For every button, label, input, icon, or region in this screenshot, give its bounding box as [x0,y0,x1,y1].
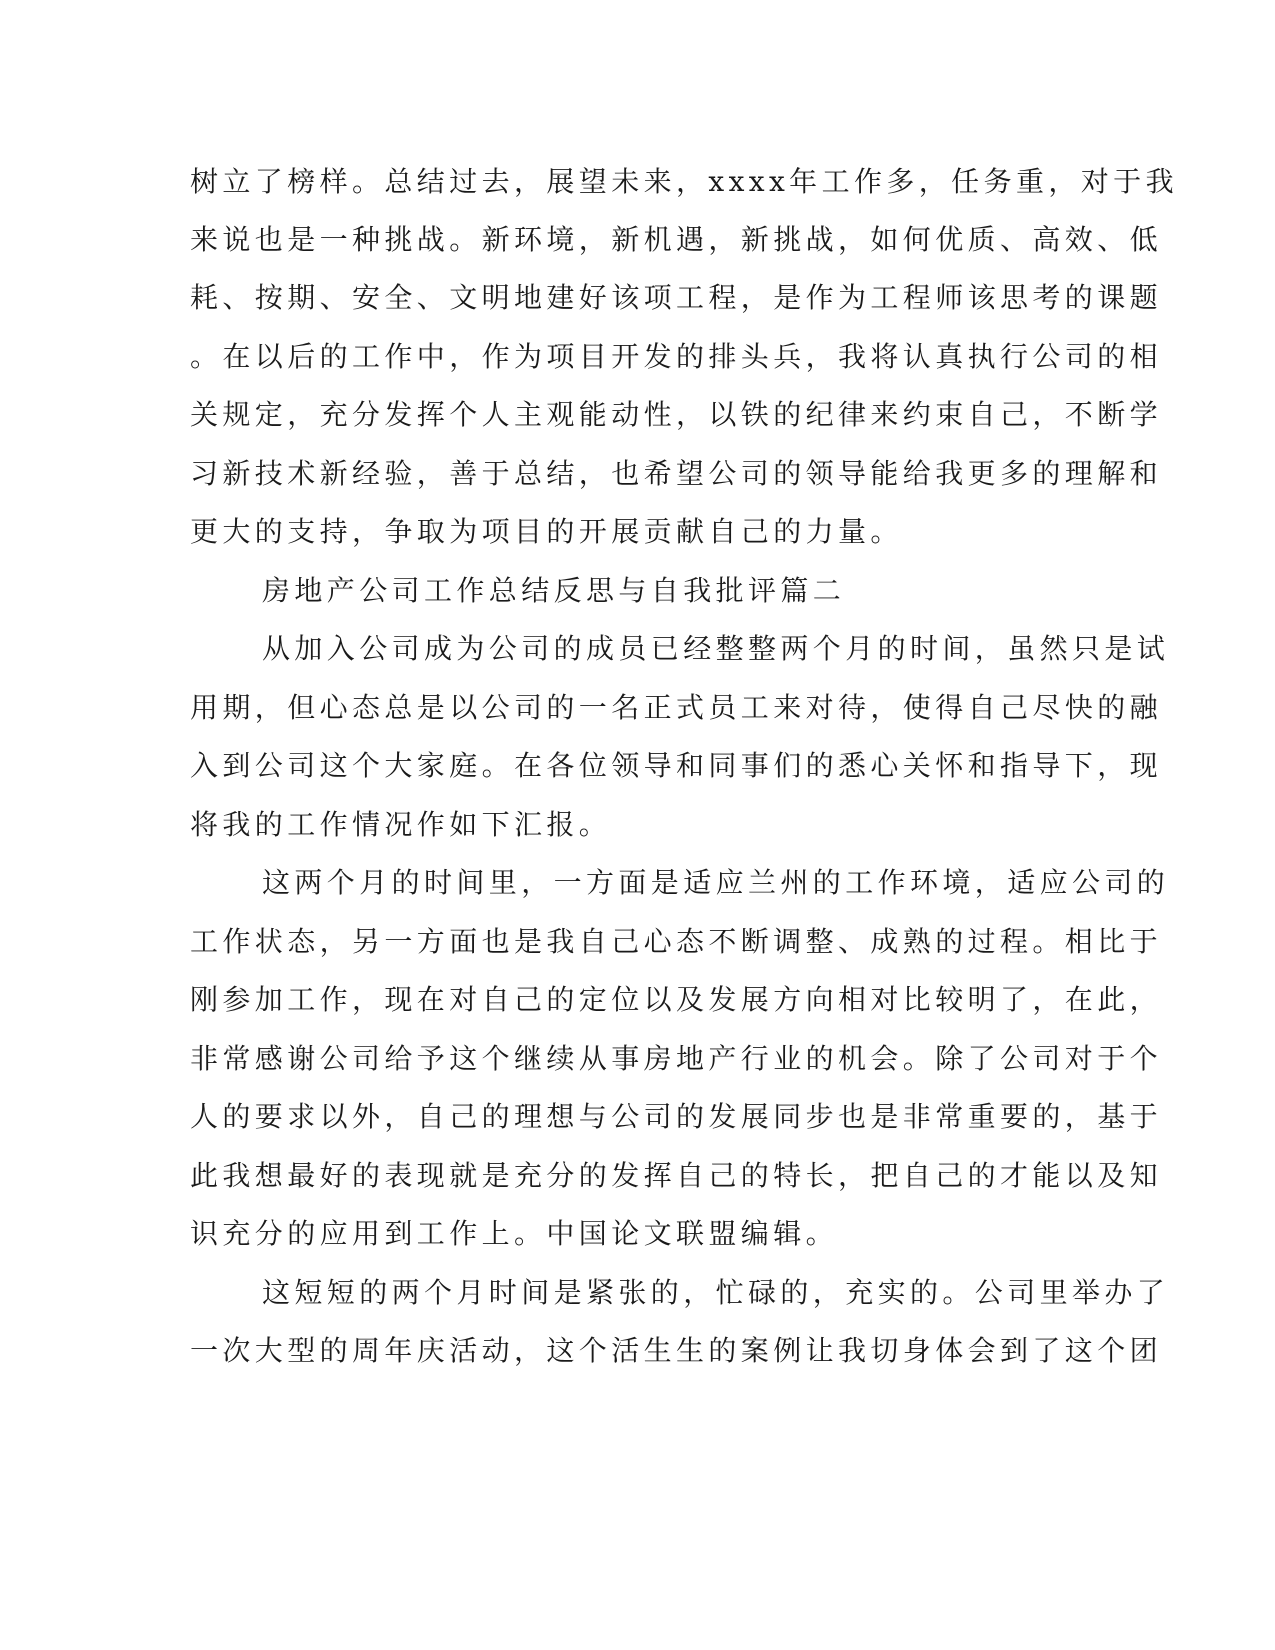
text-line: 将我的工作情况作如下汇报。 [190,808,612,841]
text-line: 习新技术新经验，善于总结，也希望公司的领导能给我更多的理解和 [190,457,1163,490]
text-line: 非常感谢公司给予这个继续从事房地产行业的机会。除了公司对于个 [190,1042,1163,1075]
text-line: 用期，但心态总是以公司的一名正式员工来对待，使得自己尽快的融 [190,691,1163,724]
text-line: 识充分的应用到工作上。中国论文联盟编辑。 [190,1217,839,1250]
text-line: 关规定，充分发挥个人主观能动性，以铁的纪律来约束自己，不断学 [190,398,1163,431]
text-line: 从加入公司成为公司的成员已经整整两个月的时间，虽然只是试 [262,632,1170,665]
text-line: 此我想最好的表现就是充分的发挥自己的特长，把自己的才能以及知 [190,1159,1163,1192]
text-line: 刚参加工作，现在对自己的定位以及发展方向相对比较明了，在此， [190,983,1163,1016]
text-line: 更大的支持，争取为项目的开展贡献自己的力量。 [190,515,903,548]
text-line: 一次大型的周年庆活动，这个活生生的案例让我切身体会到了这个团 [190,1334,1163,1367]
text-line: 人的要求以外，自己的理想与公司的发展同步也是非常重要的，基于 [190,1100,1163,1133]
text-line: 这两个月的时间里，一方面是适应兰州的工作环境，适应公司的 [262,866,1170,899]
text-line: 工作状态，另一方面也是我自己心态不断调整、成熟的过程。相比于 [190,925,1163,958]
text-line: 耗、按期、安全、文明地建好该项工程，是作为工程师该思考的课题 [190,281,1163,314]
text-line: 树立了榜样。总结过去，展望未来，xxxx年工作多，任务重，对于我 [190,165,1178,198]
text-line: 入到公司这个大家庭。在各位领导和同事们的悉心关怀和指导下，现 [190,749,1163,782]
section-heading: 房地产公司工作总结反思与自我批评篇二 [262,574,846,607]
text-line: 。在以后的工作中，作为项目开发的排头兵，我将认真执行公司的相 [190,340,1163,373]
text-line: 来说也是一种挑战。新环境，新机遇，新挑战，如何优质、高效、低 [190,223,1163,256]
text-line: 这短短的两个月时间是紧张的，忙碌的，充实的。公司里举办了 [262,1276,1170,1309]
